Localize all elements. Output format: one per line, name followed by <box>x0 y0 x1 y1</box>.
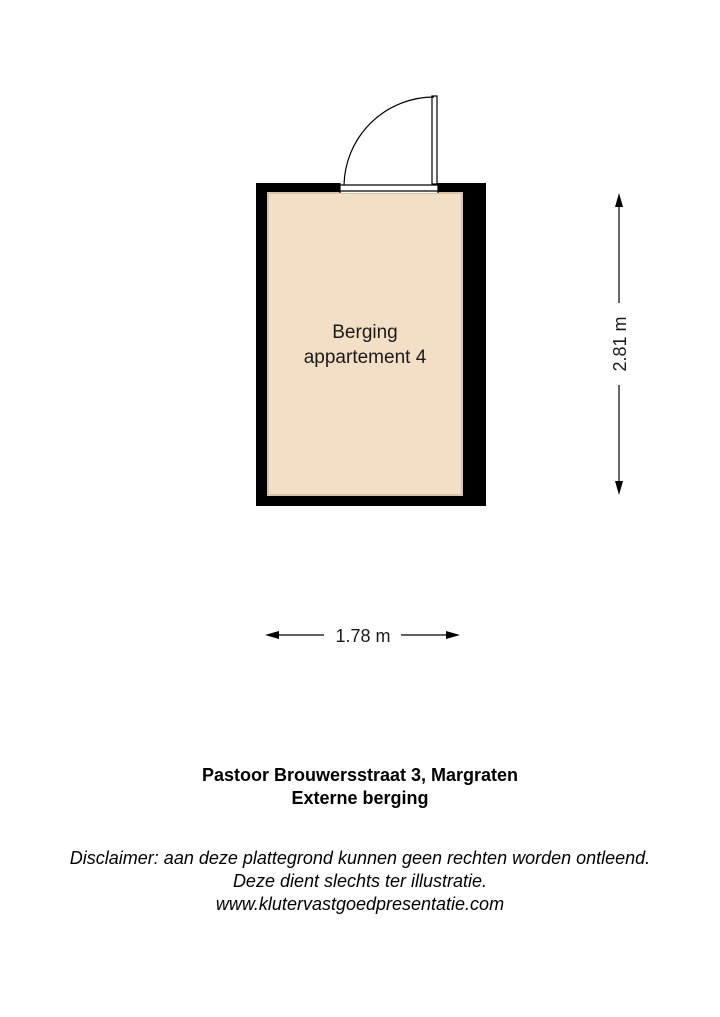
width-arrow-left <box>265 631 279 639</box>
room-floor <box>268 193 462 495</box>
plan-subtitle: Externe berging <box>291 788 429 808</box>
height-arrow-down <box>615 481 623 495</box>
door <box>340 96 438 193</box>
room-name-line2: appartement 4 <box>303 347 427 368</box>
width-dimension <box>265 626 460 646</box>
disclaimer-text: Disclaimer: aan deze plattegrond kunnen geen rechten worden ontleend. <box>69 848 651 868</box>
height-arrow-up <box>615 193 623 207</box>
room-name-line1: Berging <box>332 322 398 343</box>
disclaimer-illustration-note: Deze dient slechts ter illustratie. <box>232 871 488 891</box>
height-dimension <box>610 193 630 495</box>
disclaimer-block <box>0 847 720 916</box>
width-arrow-right <box>446 631 460 639</box>
website-url: www.klutervastgoedpresentatie.com <box>215 894 505 914</box>
title-block <box>0 764 720 810</box>
height-dim-label: 2.81 m <box>610 316 630 372</box>
door-swing-arc <box>344 97 434 185</box>
width-dim-label: 1.78 m <box>335 626 391 646</box>
address-title: Pastoor Brouwersstraat 3, Margraten <box>201 765 519 785</box>
door-leaf <box>432 96 437 184</box>
